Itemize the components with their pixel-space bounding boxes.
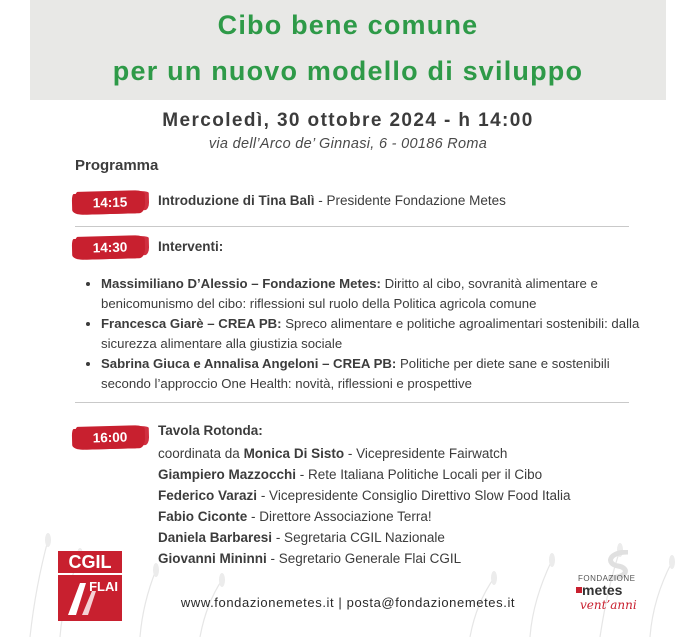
participant-name: Giampiero Mazzocchi: [158, 467, 297, 482]
separator-2: [75, 402, 629, 403]
event-venue: via dell’Arco de’ Ginnasi, 6 - 00186 Roma: [208, 136, 488, 152]
moderator-prefix: coordinata da: [158, 446, 244, 461]
title-line-2: per un nuovo modello di sviluppo: [112, 56, 584, 86]
speaker-name: Francesca Giarè – CREA PB:: [101, 316, 282, 331]
event-date: Mercoledì, 30 ottobre 2024 - h 14:00: [162, 110, 534, 131]
speaker-name: Sabrina Giuca e Annalisa Angeloni – CREA PB:: [101, 356, 397, 371]
speakers-list: [88, 274, 661, 394]
time-badge-1430: 14:30: [75, 235, 146, 260]
cgil-logo-text: CGIL: [58, 551, 122, 573]
participant-role: - Segretaria CGIL Nazionale: [272, 530, 445, 545]
programma-heading: Programma: [75, 157, 159, 174]
participant-name: Fabio Ciconte: [158, 509, 248, 524]
metes-fondazione-text: FONDAZIONE: [578, 574, 636, 583]
speaker-name: Massimiliano D’Alessio – Fondazione Metes:: [101, 276, 381, 291]
participant-name: Daniela Barbaresi: [158, 530, 273, 545]
participant-role: - Direttore Associazione Terra!: [247, 509, 432, 524]
flai-logo-text: FLAI: [89, 579, 118, 594]
participant-role: - Segretario Generale Flai CGIL: [266, 551, 462, 566]
speaker-topic: Diritto al cibo, sovranità alimentare e benicomunismo del cibo: riflessioni sul ruolo della Politica agricola comune: [101, 276, 598, 311]
speaker-topic: Politiche per diete sane e sostenibili secondo l’approccio One Health: novità, riflessioni e prospettive: [101, 356, 610, 391]
title-line-1: Cibo bene comune: [217, 10, 479, 40]
moderator-line: [158, 446, 507, 461]
footer-contacts: www.fondazionemetes.it | posta@fondazionemetes.it: [180, 595, 516, 610]
intro-speaker: Introduzione di Tina Balì: [158, 193, 315, 208]
separator-1: [75, 226, 629, 227]
intro-line: [158, 193, 506, 208]
cgil-flai-logo: [58, 551, 122, 621]
list-item: [158, 467, 542, 482]
metes-name-text: metes: [582, 582, 623, 598]
header-banner: [30, 0, 666, 100]
metes-anniversary-text: vent’anni: [580, 598, 637, 612]
list-item: [101, 314, 661, 354]
moderator-name: Monica Di Sisto: [243, 446, 345, 461]
participant-role: - Vicepresidente Consiglio Direttivo Slow Food Italia: [257, 488, 571, 503]
time-badge-1600: 16:00: [75, 425, 146, 450]
tavola-rotonda-heading: Tavola Rotonda:: [158, 423, 263, 438]
participant-role: - Rete Italiana Politiche Locali per il Cibo: [296, 467, 543, 482]
moderator-role: - Vicepresidente Fairwatch: [344, 446, 508, 461]
fondazione-metes-logo: [578, 552, 658, 620]
participant-name: Federico Varazi: [158, 488, 258, 503]
list-item: [101, 354, 661, 394]
interventi-heading: Interventi:: [158, 239, 224, 254]
time-badge-1415: 14:15: [75, 190, 146, 215]
list-item: [101, 274, 661, 314]
intro-role: - Presidente Fondazione Metes: [314, 193, 506, 208]
participant-name: Giovanni Mininni: [158, 551, 267, 566]
speaker-topic: Spreco alimentare e politiche agroalimentari sostenibili: dalla sicurezza alimentare alla giustizia sociale: [101, 316, 640, 351]
